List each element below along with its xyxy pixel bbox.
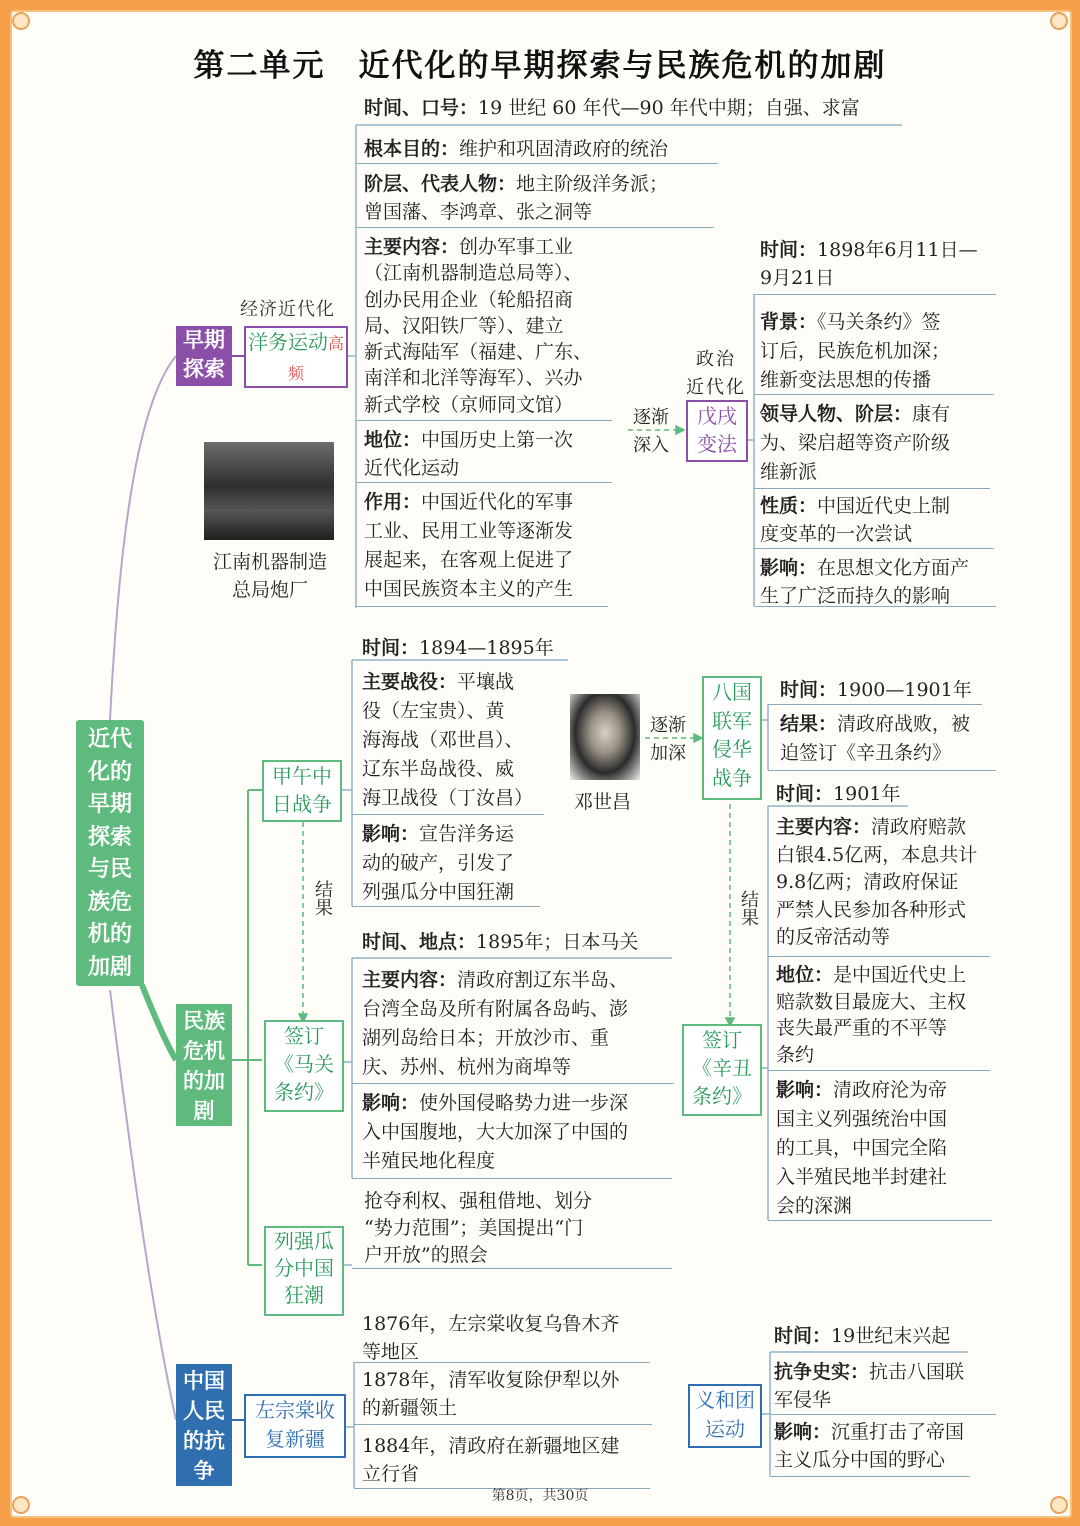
node-recover-xinjiang[interactable]: 左宗棠收 复新疆 <box>244 1394 346 1458</box>
westernization-effect: 作用：中国近代化的军事 工业、民用工业等逐渐发 展起来，在客观上促进了 中国民族资本主义的产生 <box>364 491 574 600</box>
divider <box>356 606 608 607</box>
node-westernization-movement[interactable] <box>244 326 348 388</box>
divider <box>768 704 982 705</box>
westernization-label: 洋务运动 <box>247 330 328 354</box>
boxer-protocol-impact: 影响：清政府沦为帝 国主义列强统治中国 的工具，中国完全陷 入半殖民地半封建社 会的深渊 <box>776 1079 948 1217</box>
boxer-time: 时间：19世纪末兴起 <box>774 1325 951 1347</box>
page-number: 第8页，共30页 <box>491 1488 589 1504</box>
boxer-protocol-status: 地位：是中国近代史上 赔款数目最庞大、主权 丧失最严重的不平等 条约 <box>776 964 967 1066</box>
reform-time: 时间：1898年6月11日— 9月21日 <box>760 239 978 289</box>
high-frequency-tag: 高频 <box>287 334 344 383</box>
divider <box>768 956 990 957</box>
divider <box>754 548 994 549</box>
divider <box>356 227 714 228</box>
eight-nation-time: 时间：1900—1901年 <box>780 679 972 701</box>
label-result: 结果 <box>312 880 333 916</box>
divider <box>352 1178 672 1179</box>
reform-background: 背景：《马关条约》签 订后，民族危机加深； 维新变法思想的传播 <box>760 311 951 391</box>
westernization-people: 阶层、代表人物：地主阶级洋务派； 曾国藩、李鸿章、张之洞等 <box>364 173 669 223</box>
divider <box>754 606 996 607</box>
page-title: 第二单元 近代化的早期探索与民族危机的加剧 <box>193 48 887 84</box>
divider <box>354 1362 650 1363</box>
divider <box>352 1083 674 1084</box>
divider <box>356 420 612 421</box>
partition-text: 抢夺利权、强租借地、划分 “势力范围”；美国提出“门 户开放”的照会 <box>364 1190 593 1266</box>
xinjiang-event-1876: 1876年，左宗棠收复乌鲁木齐 等地区 <box>362 1313 620 1363</box>
boxer-protocol-time: 时间：1901年 <box>776 783 901 805</box>
divider <box>356 482 612 483</box>
reform-nature: 性质：中国近代史上制 度变革的一次尝试 <box>760 495 951 545</box>
eight-nation-result: 结果：清政府战败，被 迫签订《辛丑条约》 <box>780 713 971 764</box>
sino-japanese-impact: 影响：宣告洋务运 动的破产，引发了 列强瓜分中国狂潮 <box>362 823 515 903</box>
westernization-time: 时间、口号：19 世纪 60 年代—90 年代中期；自强、求富 <box>364 97 860 119</box>
branch-early-exploration[interactable]: 早期探索 <box>176 326 232 386</box>
node-sino-japanese-war[interactable]: 甲午中 日战争 <box>262 760 342 822</box>
divider <box>356 163 718 164</box>
divider <box>754 394 994 395</box>
divider <box>768 1070 990 1071</box>
divider <box>352 1268 672 1269</box>
divider <box>754 294 996 295</box>
deng-shichang-caption: 邓世昌 <box>574 791 632 813</box>
label-political-modernization: 政治 近代化 <box>686 349 746 398</box>
westernization-status: 地位：中国历史上第一次 近代化运动 <box>364 429 574 479</box>
xinjiang-event-1878: 1878年，清军收复除伊犁以外 的新疆领土 <box>362 1369 620 1419</box>
node-eight-nation-alliance[interactable]: 八国 联军 侵华 战争 <box>702 676 762 800</box>
link-gradually-deepen: 逐渐 深入 <box>633 407 669 456</box>
shimonoseki-content: 主要内容：清政府割辽东半岛、 台湾全岛及所有附属各岛屿、澎 湖列岛给日本；开放沙市、重 庆、苏州、杭州为商埠等 <box>362 969 629 1078</box>
node-hundred-days-reform[interactable]: 戊戌 变法 <box>686 400 748 462</box>
link-gradually-aggravate: 逐渐 加深 <box>650 715 686 764</box>
jiangnan-arsenal-photo <box>204 442 334 540</box>
node-boxer-movement[interactable]: 义和团 运动 <box>688 1384 762 1448</box>
xinjiang-event-1884: 1884年，清政府在新疆地区建 立行省 <box>362 1435 620 1485</box>
branch-national-crisis[interactable]: 民族危机的加剧 <box>176 1004 232 1126</box>
boxer-impact: 影响：沉重打击了帝国 主义瓜分中国的野心 <box>774 1421 965 1471</box>
node-treaty-of-shimonoseki[interactable]: 签订 《马关 条约》 <box>264 1020 344 1112</box>
reform-leaders: 领导人物、阶层：康有 为、梁启超等资产阶级 维新派 <box>760 403 951 483</box>
deng-shichang-photo <box>570 694 640 780</box>
divider <box>754 488 990 489</box>
westernization-content: 主要内容：创办军事工业 （江南机器制造总局等）、 创办民用企业（轮船招商 局、汉阳铁厂等）、建立 新式海陆军（福建、广东、 南洋和北洋等海军）、兴办 新式学校（京师同文馆） <box>364 236 593 416</box>
boxer-protocol-content: 主要内容：清政府赔款 白银4.5亿两，本息共计 9.8亿两；清政府保证 严禁人民参加各种形式 的反帝活动等 <box>776 816 978 948</box>
node-boxer-protocol[interactable]: 签订 《辛丑 条约》 <box>682 1024 762 1116</box>
branch-people-resistance[interactable]: 中国人民的抗争 <box>176 1364 232 1486</box>
node-partition-of-china[interactable]: 列强瓜 分中国 狂潮 <box>264 1226 344 1316</box>
sino-japanese-time: 时间：1894—1895年 <box>362 637 554 659</box>
divider <box>354 1424 652 1425</box>
divider <box>768 1220 992 1221</box>
divider <box>770 1414 996 1415</box>
boxer-fact: 抗争史实：抗击八国联 军侵华 <box>774 1361 965 1411</box>
shimonoseki-impact: 影响：使外国侵略势力进一步深 入中国腹地，大大加深了中国的 半殖民地化程度 <box>362 1092 629 1172</box>
divider <box>768 770 996 771</box>
label-result: 结果 <box>738 890 759 926</box>
sino-japanese-battles: 主要战役：平壤战 役（左宝贵）、黄 海海战（邓世昌）、 辽东半岛战役、威 海卫战役（丁汝昌） <box>362 671 534 809</box>
root-node[interactable]: 近代化的早期探索与民族危机的加剧 <box>76 720 144 986</box>
divider <box>352 814 544 815</box>
westernization-goal: 根本目的：维护和巩固清政府的统治 <box>364 138 669 160</box>
jiangnan-arsenal-caption: 江南机器制造 总局炮厂 <box>212 551 327 601</box>
label-economic-modernization: 经济近代化 <box>240 299 335 320</box>
divider <box>352 906 540 907</box>
divider <box>770 1476 970 1477</box>
reform-impact: 影响：在思想文化方面产 生了广泛而持久的影响 <box>760 557 970 607</box>
shimonoseki-time: 时间、地点：1895年；日本马关 <box>362 931 639 953</box>
